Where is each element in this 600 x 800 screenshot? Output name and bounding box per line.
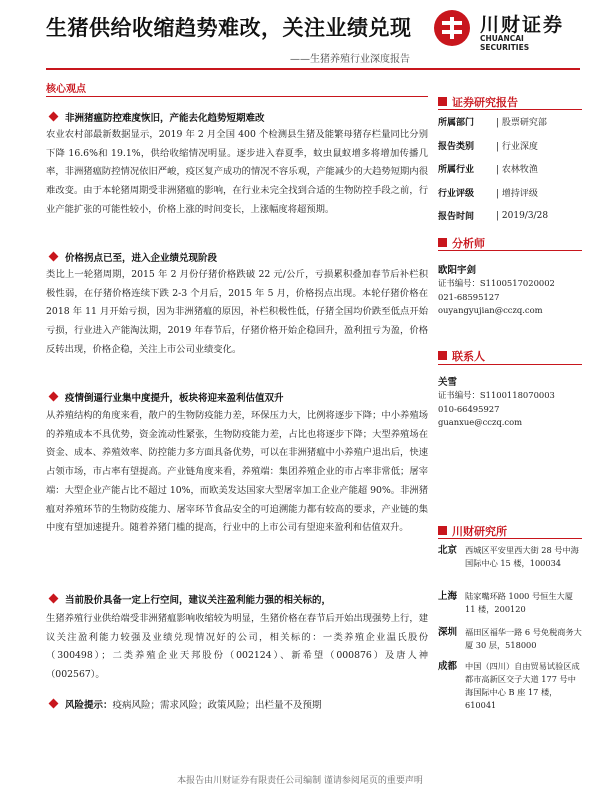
section-heading: 非洲猪瘟防控难度恢旧，产能去化趋势短期难改 [50,110,265,124]
contact-cert: 证书编号：S1100118070003 [438,390,555,401]
main-column [46,80,428,681]
section-body: 类比上一轮猪周期，2015 年 2 月份仔猪价格跌破 22 元/公斤，亏损累积叠加春节后补栏积极性弱，在仔猪价格连续下跌 2-3 个月后，2015 年 5 月，价格拐点出现。本轮仔猪价格在 2018 年 11 月开始亏损，因为非洲猪瘟的原因，补栏积极性低，仔猪全国均价跌至低点开始亏损，行业进入产能淘汰期，2019 年春节后，仔猪价格开始企稳回升，盈利扭亏为盈，价格反转出现，价格企稳，关注上市公司业绩变化。 [46,269,428,355]
core-viewpoint-label: 核心观点 [46,84,86,95]
report-title: 生猪供给收缩趋势难改，关注业绩兑现 [46,16,412,40]
analyst-cert: 证书编号：S1100517020002 [438,278,555,289]
analyst-phone: 021-68595127 [438,291,500,302]
analyst-email[interactable]: ouyangyujian@cczq.com [438,305,543,316]
section-body: 从养殖结构的角度来看，散户的生物防疫能力差，环保压力大，比例将逐步下降；中小养殖场的养殖成本不具优势，资金流动性紧张，生物防疫能力差，占比也将逐步下降；大型养殖场在资金、成本、养殖效率、防控能力多方面具备优势，可以在非洲猪瘟中小养殖户退出后，快速占领市场，市占率有望提高。产业链角度来看，养殖端：集团养殖企业的市占率非常低；屠宰端：大型企业产能占比不超过 10%，而欧美发达国家大型屠宰加工企业产能超 90%。非洲猪瘟对养殖环节的生物防疫能力、屠宰环节食品安全的可追溯能力都有较高的要求，产业链的集中度有望加速提升。随着养猪门槛的提高，行业中的上市公司有望迎来盈利和估值双升。 [46,410,428,534]
divider [438,538,582,539]
info-row: 所属部门 | 股票研究部 [438,118,547,129]
section-heading: 疫情倒逼行业集中度提升，板块将迎来盈利估值双升 [50,390,284,404]
company-logo [434,10,574,52]
info-row: 报告时间 | 2019/3/28 [438,210,549,223]
contact-phone: 010-66495927 [438,403,500,414]
divider [438,364,582,365]
analyst-name: 欧阳宇剑 [438,265,477,276]
analyst-section-header: 分析师 [438,235,485,251]
logo-english-name: CHUANCAI SECURITIES [480,34,530,52]
contact-card [438,376,555,430]
office-address: 北京 西城区平安里西大街 28 号中海国际中心 15 楼，100034 [438,545,579,568]
section-heading: 价格拐点已至，进入企业绩兑现阶段 [50,250,217,264]
contact-name: 关雪 [438,377,458,388]
contact-email[interactable]: guanxue@cczq.com [438,417,523,428]
logo-icon [434,10,470,46]
diamond-bullet-icon [49,594,59,604]
logo-chinese-name: 川财证券 [480,14,565,36]
contact-section-header: 联系人 [438,348,485,364]
section-square-icon [438,97,447,106]
section-square-icon [438,351,447,360]
office-address: 上海 陆家嘴环路 1000 号恒生大厦 11 楼，200120 [438,591,573,614]
report-info-table [438,110,582,228]
report-subtitle: ——生猪养殖行业深度报告 [290,54,410,65]
office-address: 深圳 福田区福华一路 6 号免税商务大厦 30 层，518000 [438,627,582,650]
core-viewpoint-divider [46,96,428,97]
info-row: 报告类别 | 行业深度 [438,141,538,152]
diamond-bullet-icon [49,699,59,709]
info-row: 行业评级 | 增持评级 [438,188,538,199]
section-heading: 当前股价具备一定上行空间，建议关注盈利能力强的相关标的， [50,592,331,606]
diamond-bullet-icon [49,252,59,262]
header-divider [46,68,580,70]
divider [438,250,582,251]
page-footer: 本报告由川财证券有限责任公司编制 谨请参阅尾页的重要声明 [177,776,423,786]
section-square-icon [438,526,447,535]
diamond-bullet-icon [49,392,59,402]
institute-section-header: 川财研究所 [438,523,507,539]
office-address: 成都 中国（四川）自由贸易试验区成都市高新区交子大道 177 号中海国际中心 B 座 17 楼，610041 [438,661,580,710]
report-section-header: 证券研究报告 [438,94,518,110]
section-square-icon [438,238,447,247]
diamond-bullet-icon [49,112,59,122]
risk-warning: 风险提示：疫病风险；需求风险；政策风险；出栏量不及预期 [50,697,322,711]
info-row: 所属行业 | 农林牧渔 [438,165,538,176]
section-body: 生猪养殖行业供给端受非洲猪瘟影响收缩较为明显，生猪价格在春节后开始出现强势上行，建议关注盈利能力较强及业绩兑现情况好的公司，相关标的：一类养殖企业温氏股份（300498）；二类养殖企业天邦股份（002124）、新希望（000876）及唐人神（002567）。 [46,613,428,681]
analyst-card [438,264,555,318]
section-body: 农业农村部最新数据显示，2019 年 2 月全国 400 个检测县生猪及能繁母猪存栏量同比分别下降 16.6%和 19.1%，供给收缩情况明显。逐步进入春夏季，蚊虫鼠蚁增多将增加传播几率，非洲猪瘟防控情况依旧严峻，疫区复产成功的情况不容乐观，产能减少的大趋势短期内很难改变。由于本轮猪周期受非洲猪瘟的影响，在行业未完全找到合适的生物防控手段之前，行业产能扩张的可能性较小，价格上涨的时间变长，上涨幅度将超预期。 [46,129,428,215]
